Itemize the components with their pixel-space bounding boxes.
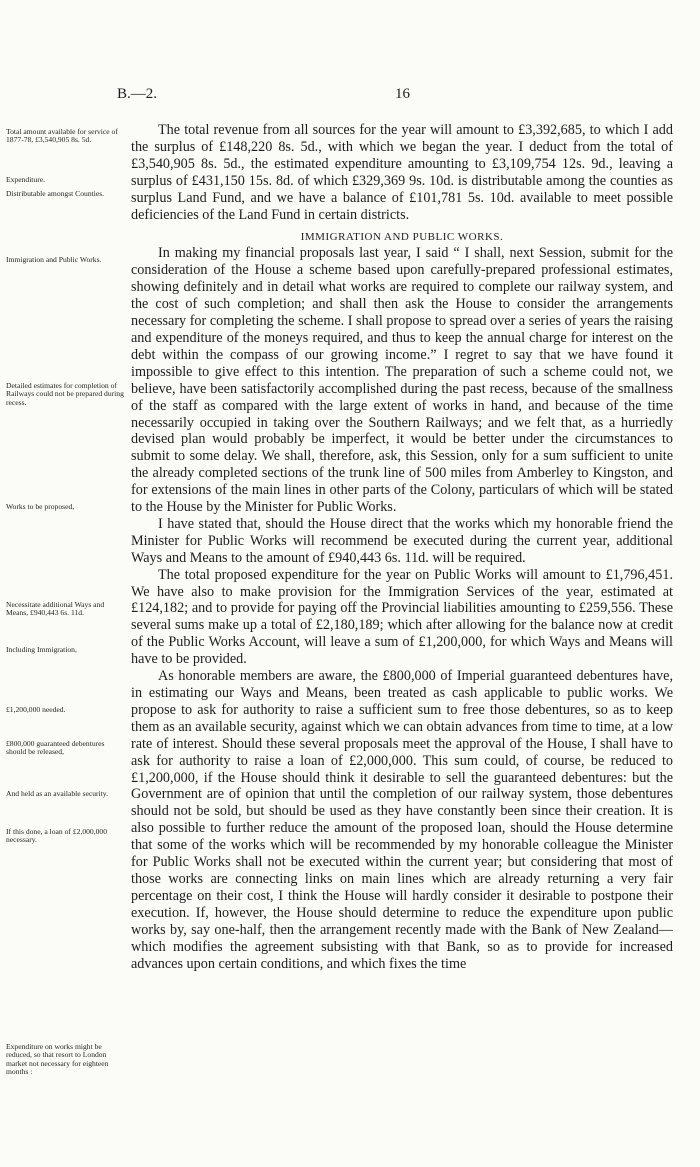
margin-note-total-available: Total amount available for service of 1877-78, £3,540,905 8s. 5d. — [6, 127, 118, 145]
paragraph-works-recommended: I have stated that, should the House direct that the works which my honorable friend the Minister for Public Works will recommend be executed during the current year, additional Ways and Means to the amount of £940,443 6s. 11d. will be required. — [131, 515, 673, 566]
paragraph-total-expenditure: The total proposed expenditure for the year on Public Works will amount to £1,796,451. We have also to make provision for the Immigration Services of the year, estimated at £124,182; and to provide for paying off the Provincial liabilities amounting to £259,556. These several sums make up a total of £2,180,189; which after allowing for the balance now at credit of the Public Works Account, will leave a sum of £1,200,000, for which Ways and Means will have to be provided. — [131, 566, 673, 668]
margin-note-immigration: Immigration and Public Works. — [6, 255, 102, 264]
margin-note-ways-and-means: Necessitate additional Ways and Means, £940,443 6s. 11d. — [6, 600, 105, 618]
margin-note-loan-necessary: If this done, a loan of £2,000,000 necessary. — [6, 827, 108, 845]
margin-note-detailed-estimates: Detailed estimates for completion of Railways could not be prepared during recess. — [6, 381, 124, 407]
margin-note-expenditure-reduced: Expenditure on works might be reduced, so that resort to London market not necessary for eighteen months : — [6, 1042, 109, 1076]
paragraph-revenue: The total revenue from all sources for the year will amount to £3,392,685, to which I add the surplus of £148,220 8s. 5d., with which we began the year. I deduct from the total of £3,540,905 8s. 5d., the estimated expenditure amounting to £3,109,754 12s. 9d., leaving a surplus of £431,150 15s. 8d. of which £329,369 9s. 10d. is distributable among the counties as surplus Land Fund, and we have a balance of £101,781 5s. 10d. available to meet possible deficiencies of the Land Fund in certain districts. — [131, 122, 673, 223]
margin-note-including-immigration: Including Immigration, — [6, 645, 77, 654]
paragraph-debentures: As honorable members are aware, the £800,000 of Imperial guaranteed debentures have, in estimating our Ways and Means, been treated as cash applicable to public works. We propose to ask for authority to raise a sufficient sum to free those debentures, so as to keep them as an available security, against which we can obtain advances from time to time, at a low rate of interest. Should these several proposals meet the approval of the House, I shall have to ask for authority to raise a loan of £2,000,000. This sum could, of course, be reduced to £1,200,000, if the House should think it desirable to sell the guaranteed debentures: but the Government are of opinion that until the completion of our railway system, those debentures should not be sold, but should be used as they have constantly been since their creation. It is also possible to further reduce the amount of the proposed loan, should the House determine that some of the works which will be recommended by my honorable colleague the Minister for Public Works shall not be executed within the current year; but considering that most of those works are connecting links on main lines which are already returning a very fair percentage on their cost, I think the House will hardly consider it desirable to postpone their execution. If, however, the House should determine to reduce the expenditure upon public works by, say one-half, then the arrangement recently made with the Bank of New Zealand—which modifies the agreement subsisting with that Bank, so as to provide for increased advances upon certain conditions, and which fixes the time — [131, 668, 673, 972]
page-header — [0, 86, 700, 106]
paragraph-financial-proposals: In making my financial proposals last year, I said “ I shall, next Session, submit for the consideration of the House a scheme based upon carefully-prepared professional estimates, showing definitely and in detail what works are required to complete our railway system, and the cost of such completion; and shall then ask the House to consider the arrangements necessary for completing the scheme. I shall propose to spread over a series of years the raising and expenditure of the moneys required, and thus to keep the annual charge for interest on the debt within the compass of our growing income.” I regret to say that we have found it impossible to give effect to this intention. The preparation of such a scheme could not, we believe, have been satisfactorily accomplished during the past recess, because of the smallness of the staff as compared with the large extent of works in hand, and because of the time necessarily occupied in taking over the Southern Railways; and we felt that, as a hurriedly devised plan would probably be imperfect, it would be better under the circumstances to submit to some delay. We shall, therefore, ask, this Session, only for a sum sufficient to unite the already completed sections of the trunk line of 500 miles from Amberley to Kingston, and for extensions of the main lines in other parts of the Colony, particulars of which will be stated to the House by the Minister for Public Works. — [131, 245, 673, 516]
section-heading: IMMIGRATION AND PUBLIC WORKS. — [300, 231, 504, 244]
margin-note-amount-needed: £1,200,000 needed. — [6, 705, 66, 714]
margin-note-guaranteed-debentures: £800,000 guaranteed debentures should be released, — [6, 739, 105, 757]
page-number: 16 — [395, 86, 410, 102]
margin-note-available-security: And held as an available security. — [6, 789, 108, 798]
margin-note-works-proposed: Works to be proposed, — [6, 502, 75, 511]
main-text — [131, 122, 673, 972]
document-reference: B.—2. — [117, 86, 158, 102]
margin-note-distributable: Distributable amongst Counties. — [6, 189, 105, 198]
margin-note-expenditure: Expenditure. — [6, 175, 46, 184]
